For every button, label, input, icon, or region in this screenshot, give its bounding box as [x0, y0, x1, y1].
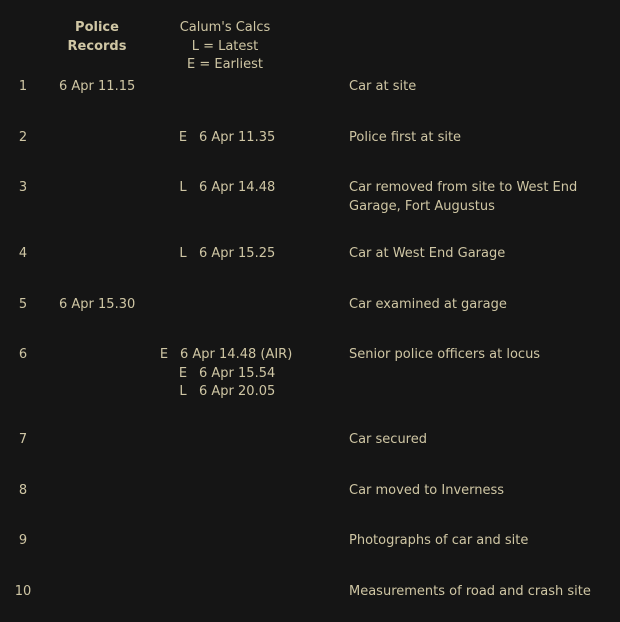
header-police-line2: Records — [67, 38, 127, 54]
calc-time: 6 Apr 14.48 — [199, 180, 276, 195]
row-number: 5 — [18, 297, 28, 312]
calc-time: 6 Apr 15.25 — [199, 246, 276, 261]
calc-time: 6 Apr 11.35 — [199, 130, 276, 145]
calc-code: L — [179, 180, 187, 195]
row-number: 6 — [18, 347, 28, 362]
police-record: 6 Apr 15.30 — [59, 297, 136, 312]
event-description: Car moved to Inverness — [349, 483, 505, 498]
calc-estimate — [150, 179, 310, 198]
row-number: 10 — [14, 584, 32, 599]
header-police — [52, 19, 142, 56]
police-record: 6 Apr 11.15 — [59, 79, 136, 94]
row-number: 2 — [18, 130, 28, 145]
event-description: Photographs of car and site — [349, 533, 529, 548]
calc-code: E — [159, 347, 169, 362]
event-description: Car at West End Garage — [349, 246, 506, 261]
event-description: Police first at site — [349, 130, 462, 145]
event-description: Car secured — [349, 432, 427, 447]
calc-time: 6 Apr 14.48 (AIR) — [180, 347, 293, 362]
event-description: Senior police officers at locus — [349, 347, 541, 362]
row-number: 9 — [18, 533, 28, 548]
row-number: 8 — [18, 483, 28, 498]
calc-code: E — [178, 130, 188, 145]
event-description: Car examined at garage — [349, 297, 507, 312]
calc-time: 6 Apr 20.05 — [199, 384, 276, 399]
calc-estimate — [150, 245, 310, 264]
event-description: Car removed from site to West End Garage, Fort Augustus — [349, 180, 578, 214]
calc-estimate — [150, 346, 310, 402]
header-calum-line2: L = Latest — [191, 38, 259, 54]
header-police-line1: Police — [75, 20, 119, 35]
calc-code: L — [179, 246, 187, 261]
header-calum-line3: E = Earliest — [187, 57, 263, 72]
calc-estimate — [150, 129, 310, 148]
calc-code: E — [178, 365, 188, 381]
event-description: Car at site — [349, 79, 417, 94]
row-number: 1 — [18, 79, 28, 94]
row-number: 7 — [18, 432, 28, 447]
event-description: Measurements of road and crash site — [349, 584, 591, 599]
header-calum — [165, 19, 285, 75]
calc-time: 6 Apr 15.54 — [199, 365, 276, 381]
header-calum-line1: Calum's Calcs — [179, 20, 271, 35]
row-number: 4 — [18, 246, 28, 261]
calc-code: L — [179, 384, 187, 399]
row-number: 3 — [18, 180, 28, 195]
